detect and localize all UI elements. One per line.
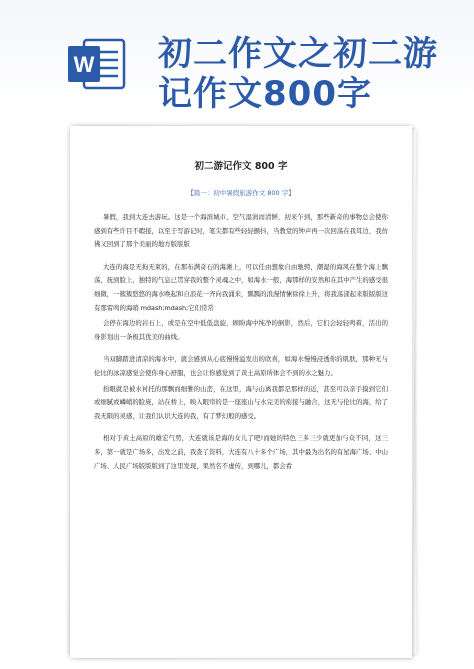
banner-title-line-1: 初二作文之初二游 <box>158 34 438 74</box>
paragraph-6: 相对于黄土高原的雄宏气势，大连就该是海的女儿了吧!而她的特色三多三少就更加与众不同，这三多，第一就是广场多，出发之前，我查了资料，大连有八十多个广场，其中最为出名的有星海广场、中山广场、人民广场版版版到了这里发现，果然名不虚传，到哪儿，都会看 <box>94 434 388 470</box>
banner-title-line-2: 记作文800字 <box>158 74 372 114</box>
header-banner <box>0 0 474 114</box>
document-title: 初二游记作文 800 字 <box>194 161 288 172</box>
paragraph-1: 暑假，我到大连去游玩。这是一个海滨城市，空气湿润而清鲜，初来乍到，那些新奇的事物总会使你感到有些许目不暇接，以至于写游记时，笔尖都有些轻轻颤抖，当教堂的钟声再一次回荡在我耳边，我仿佛又回到了那个美丽的地方版版版 <box>94 213 388 249</box>
paragraph-2: 大连的海是无拘无束的，在那布满奇石的海滩上，可以任由想象自由驰骋，潮湿的海风在整个海上飘荡，抚到脸上，独特的气息已贯穿我的整个灵魂之中，如海水一般，海那样的安然和在其中产生的感受很细微，一簇簇悠悠的海水唤起和自浪花一齐向我涌来，瓢瓢的浪漫情愫徐徐上升，将我荡漾起来版版版这有那雷鸣的海哨 mdash;mdash;它们常常 <box>94 262 388 312</box>
document-page <box>70 126 412 658</box>
word-document-icon <box>66 36 128 92</box>
paragraph-5: 抬眼就是被水衬托的那飘而细雅的山峦，在这里，海与山离我都是那样的近，甚至可以亲手摸到它们或细腻或嶙峭的脸庞，站在桥上，映入眼帘的是一座座山与水完美的衔接与融合，这无与伦比的海，给了我无限的灵感，让我们认识大连的我，有了梦幻般的感受。 <box>94 384 388 420</box>
document-subtitle: 【篇一：初中暑假旅游作文 800 字】 <box>187 189 295 197</box>
paragraph-3: 会停在海边的岩石上，或是在空中低低盘旋，顾盼海中纯净的倒影，然后，它们会轻轻鸣着，活出的身影划出一条极其优美的曲线。 <box>94 319 388 341</box>
paragraph-4: 当双脚踏进清凉的海水中，就会感到从心底慢慢溢发出的欣喜，如海水慢慢浸透你的肌肤，那种无与伦比的冰凉感觉会使你身心舒服，也会让你感觉到了黄土高原所体会不到的水之魅力。 <box>94 355 388 377</box>
word-logo-letter: W <box>73 52 95 77</box>
